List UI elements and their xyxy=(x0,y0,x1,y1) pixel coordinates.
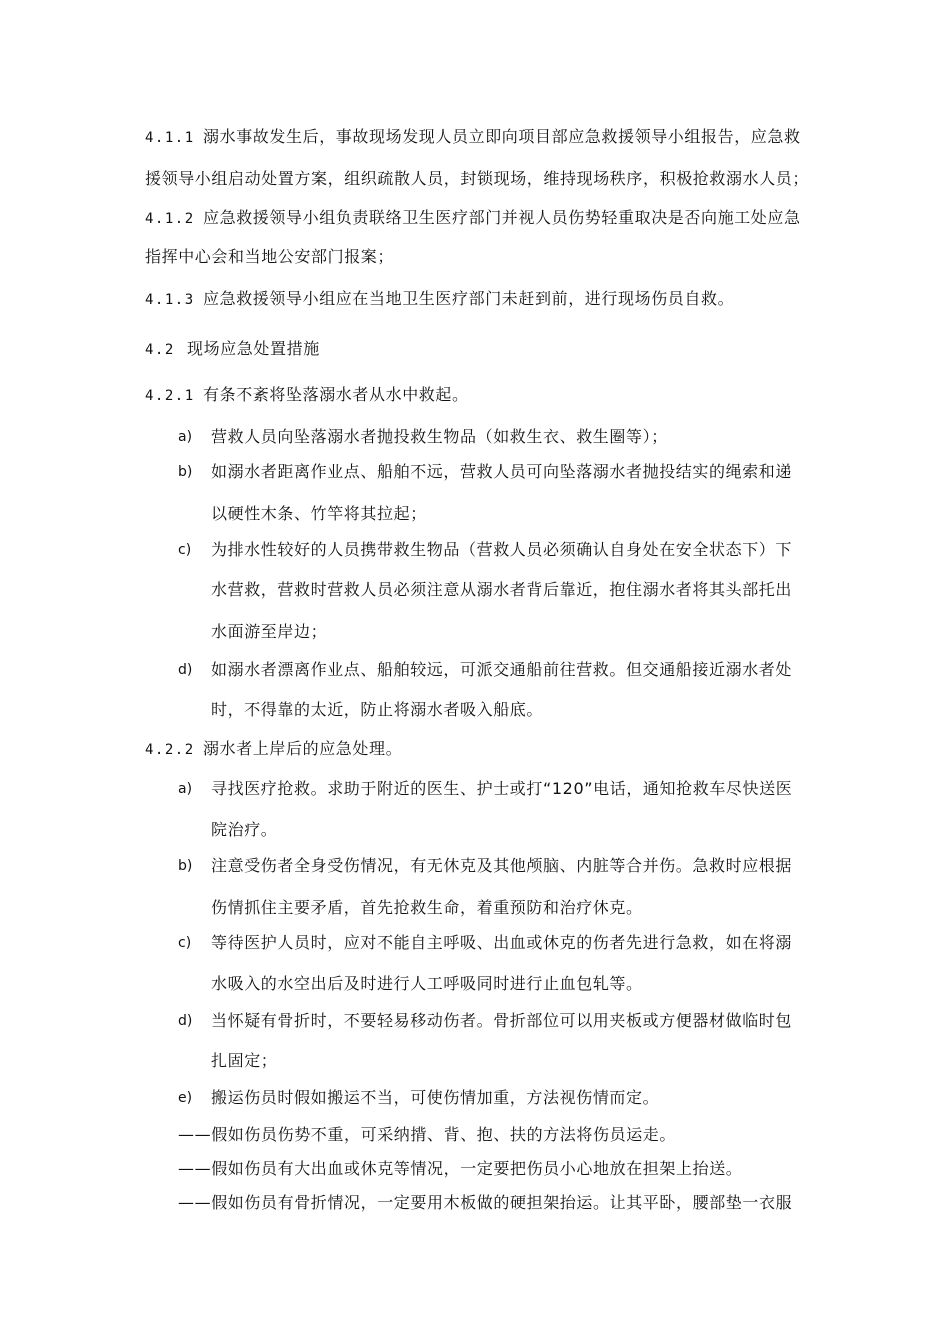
list-item-text: 寻找医疗抢救。求助于附近的医生、护士或打“120”电话，通知抢救车尽快送医 xyxy=(211,779,793,798)
paragraph-text: 溺水事故发生后，事故现场发现人员立即向项目部应急救援领导小组报告，应急救 xyxy=(203,127,801,146)
dash-note: ——假如伤员伤势不重，可采纳揹、背、抱、扶的方法将伤员运走。 xyxy=(178,1125,677,1144)
list-item-text: 时，不得靠的太近，防止将溺水者吸入船底。 xyxy=(211,700,544,719)
list-item-text: 水面游至岸边； xyxy=(211,622,328,641)
dash-note: ——假如伤员有大出血或休克等情况，一定要把伤员小心地放在担架上抬送。 xyxy=(178,1159,743,1178)
list-item-text: 扎固定； xyxy=(211,1051,278,1070)
list-item-text: 如溺水者漂离作业点、船舶较远，可派交通船前往营救。但交通船接近溺水者处 xyxy=(211,660,793,679)
list-marker: c) xyxy=(178,542,192,558)
section-4-2-1-heading xyxy=(145,385,469,406)
list-item-text: 为排水性较好的人员携带救生物品（营救人员必须确认自身处在安全状态下）下 xyxy=(211,540,793,559)
section-number: 4.1.3 xyxy=(145,292,195,308)
section-4-1-2-line-1 xyxy=(145,208,801,229)
paragraph-text: 应急救援领导小组负责联络卫生医疗部门并视人员伤势轻重取决是否向施工处应急 xyxy=(203,208,801,227)
section-4-2-2-heading xyxy=(145,739,402,760)
list-marker: a) xyxy=(178,781,193,797)
section-title: 现场应急处置措施 xyxy=(187,339,320,358)
list-item-text: 当怀疑有骨折时，不要轻易移动伤者。骨折部位可以用夹板或方便器材做临时包 xyxy=(211,1011,793,1030)
list-marker: c) xyxy=(178,935,192,951)
section-4-1-2-line-2: 指挥中心会和当地公安部门报案； xyxy=(145,247,395,266)
section-title: 有条不紊将坠落溺水者从水中救起。 xyxy=(203,385,469,404)
list-item-text: 水吸入的水空出后及时进行人工呼吸同时进行止血包轧等。 xyxy=(211,974,643,993)
list-marker: b) xyxy=(178,464,193,480)
section-number: 4.1.2 xyxy=(145,211,195,227)
list-item-text: 营救人员向坠落溺水者抛投救生物品（如救生衣、救生圈等）； xyxy=(211,427,668,446)
list-marker: a) xyxy=(178,429,193,445)
list-item-text: 注意受伤者全身受伤情况，有无休克及其他颅脑、内脏等合并伤。急救时应根据 xyxy=(211,856,793,875)
section-4-2-heading xyxy=(145,339,320,360)
list-item-text: 院治疗。 xyxy=(211,820,278,839)
section-number: 4.2 xyxy=(145,342,175,358)
list-item-text: 伤情抓住主要矛盾，首先抢救生命，着重预防和治疗休克。 xyxy=(211,898,643,917)
section-number: 4.2.2 xyxy=(145,742,195,758)
list-item-text: 如溺水者距离作业点、船舶不远，营救人员可向坠落溺水者抛投结实的绳索和递 xyxy=(211,462,793,481)
list-marker: b) xyxy=(178,858,193,874)
list-item-text: 等待医护人员时，应对不能自主呼吸、出血或休克的伤者先进行急救，如在将溺 xyxy=(211,933,793,952)
list-item-text: 搬运伤员时假如搬运不当，可使伤情加重，方法视伤情而定。 xyxy=(211,1088,660,1107)
list-item-text: 水营救，营救时营救人员必须注意从溺水者背后靠近，抱住溺水者将其头部托出 xyxy=(211,580,793,599)
section-number: 4.2.1 xyxy=(145,388,195,404)
section-title: 溺水者上岸后的应急处理。 xyxy=(203,739,403,758)
section-number: 4.1.1 xyxy=(145,130,195,146)
section-4-1-1-line-2: 援领导小组启动处置方案，组织疏散人员，封锁现场，维持现场秩序，积极抢救溺水人员； xyxy=(145,169,810,188)
list-item-text: 以硬性木条、竹竿将其拉起； xyxy=(211,504,427,523)
paragraph-text: 应急救援领导小组应在当地卫生医疗部门未赶到前，进行现场伤员自救。 xyxy=(203,289,735,308)
list-marker: d) xyxy=(178,1013,193,1029)
section-4-1-1-line-1 xyxy=(145,127,801,148)
list-marker: d) xyxy=(178,662,193,678)
list-marker: e) xyxy=(178,1090,193,1106)
dash-note: ——假如伤员有骨折情况，一定要用木板做的硬担架抬运。让其平卧，腰部垫一衣服 xyxy=(178,1193,793,1212)
section-4-1-3-line-1 xyxy=(145,289,734,310)
